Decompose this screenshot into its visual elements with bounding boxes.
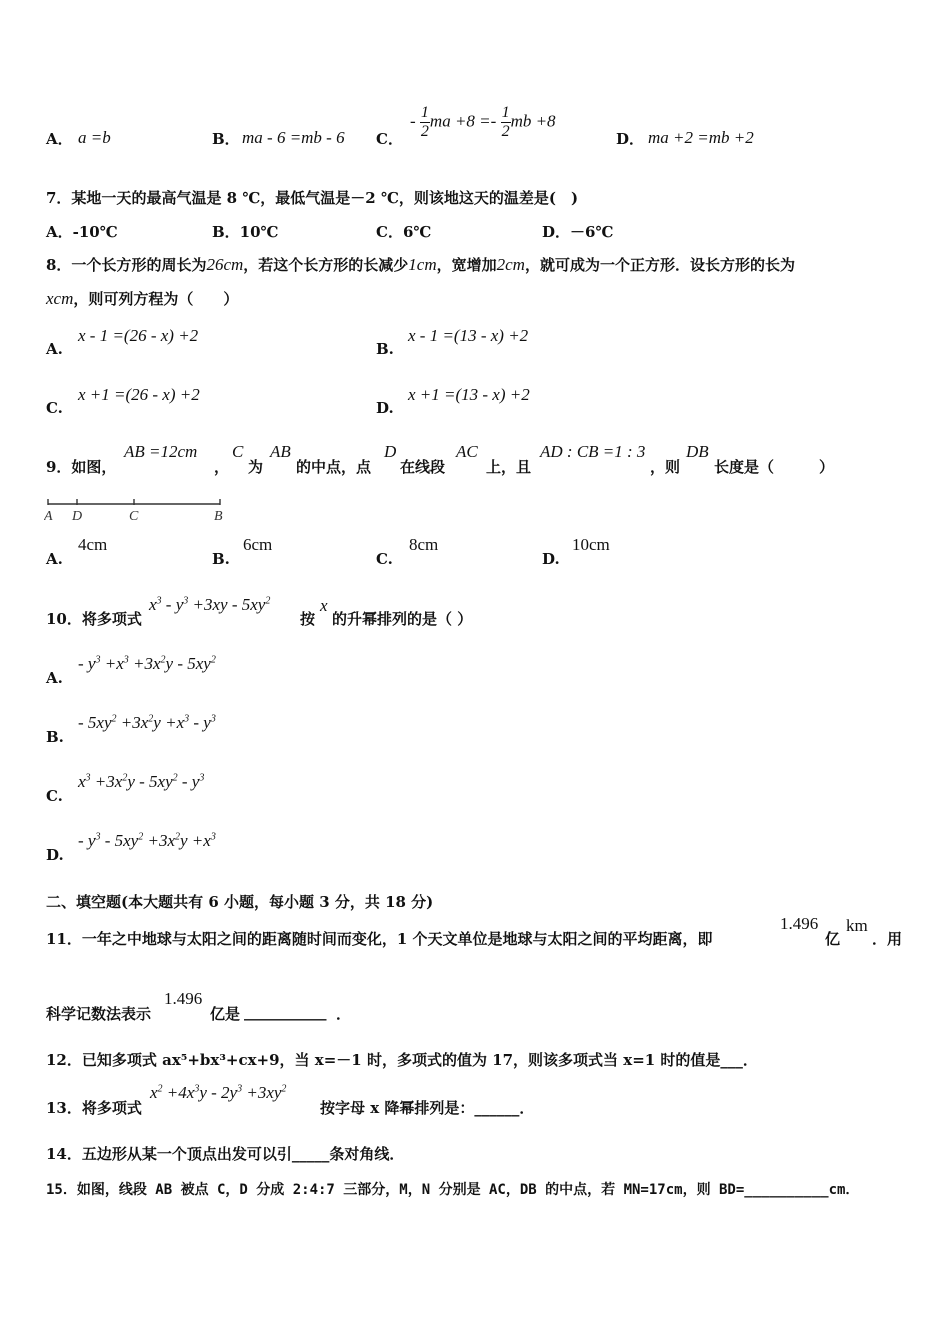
q10-option-c-expr: $x^3 +3x^2y - 5xy^2 - y^3$ [78,772,205,791]
q9-math-c: C [232,442,244,461]
q9-option-b-label: B. [212,550,230,568]
q11-number: 1.496 [780,914,819,933]
q11-text-6: ． [336,1005,352,1023]
point-label-b: B [214,509,223,524]
q9-option-a-label: A. [46,550,63,568]
q8-option-b-label: B. [376,340,394,358]
point-label-a: A [44,509,53,524]
q9-text-1: 9．如图， [46,458,117,476]
q8-option-d-label: D. [376,399,394,417]
q9-text-5: 在线段 [400,458,446,476]
q8-option-b-expr: x - 1 =(13 - x) +2 [408,326,529,345]
q6-option-a-expr: a =b [78,128,111,147]
q9-math-db: DB [686,442,709,461]
q11-answer-blank[interactable]: ___________ [244,1003,327,1021]
q9-math-ratio: AD : CB =1 : 3 [540,442,646,461]
q9-option-c-label: C. [376,550,393,568]
q10-option-a-expr: - $y^3 +x^3 +3x^2y - 5xy^2$ [78,654,216,673]
point-label-c: C [129,509,139,524]
q9-option-c-value: 8cm [409,535,439,554]
q8-option-c-label: C. [46,399,63,417]
q7-option-a: A．-10℃ [46,223,118,241]
q9-option-b-value: 6cm [243,535,273,554]
q8-stem-line1: 8．一个长方形的周长为26cm，若这个长方形的长减少1cm，宽增加2cm，就可成为一个正方形．设长方形的长为 [46,255,795,274]
q11-number-2: 1.496 [164,989,203,1008]
q8-option-a-label: A. [46,340,63,358]
q8-option-a-expr: x - 1 =(26 - x) +2 [78,326,199,345]
q14-text: 14．五边形从某一个顶点出发可以引_____条对角线． [46,1145,405,1163]
q10-option-c-label: C. [46,787,63,805]
q7-option-c: C．6℃ [376,223,432,241]
q9-text-8: 长度是（ ） [714,458,835,476]
q7-option-d: D．－6℃ [542,223,614,241]
q10-option-b-expr: - $5xy^2 +3x^2y +x^3 - y^3$ [78,713,216,732]
q10-option-d-label: D. [46,846,64,864]
q9-math-ab: AB =12cm [124,442,198,461]
q12-text: 12．已知多项式 ax⁵+bx³+cx+9，当 x=－1 时，多项式的值为 17，则该多项式当 x=1 时的值是___． [46,1051,758,1069]
q10-text-2: 按 [300,610,316,628]
q13-polynomial: $x^2 +4x^3y - 2y^3 +3xy^2$ [150,1083,287,1102]
q9-text-3: 为 [248,458,264,476]
q9-option-d-label: D. [542,550,560,568]
q9-option-a-value: 4cm [78,535,108,554]
section-2-title: 二、填空题(本大题共有 6 小题，每小题 3 分，共 18 分) [46,893,434,911]
q9-text-4: 的中点，点 [296,458,372,476]
q10-text-1: 10．将多项式 [46,610,142,628]
q10-var: x [320,596,328,615]
q8-option-d-expr: x +1 =(13 - x) +2 [408,385,530,404]
q6-option-d-label: D． [616,130,645,148]
q7-stem: 7．某地一天的最高气温是 8 ℃，最低气温是－2 ℃，则该地这天的温差是( ) [46,189,579,207]
q9-segment-diagram [44,496,234,526]
q10-option-d-expr: - $y^3 - 5xy^2 +3x^2y +x^3$ [78,831,216,850]
q7-option-b: B．10℃ [212,223,279,241]
q13-text-2: 按字母 x 降幂排列是：______． [320,1099,535,1117]
q11-text-1: 11．一年之中地球与太阳之间的距离随时间而变化，1 个天文单位是地球与太阳之间的平均距离，即 [46,930,713,948]
q11-text-3: ．用 [872,930,903,948]
q6-option-c-expr: - $\frac{1}{2}$ ma +8 =- $\frac{1}{2}$ mb +8 [410,104,556,140]
q6-option-d-expr: ma +2 =mb +2 [648,128,754,147]
q9-math-ab2: AB [270,442,291,461]
q13-text-1: 13．将多项式 [46,1099,142,1117]
q11-text-5: 亿是 [210,1005,241,1023]
q10-option-b-label: B. [46,728,64,746]
point-label-d: D [72,509,83,524]
q10-polynomial: $x^3 - y^3 +3xy - 5xy^2$ [149,595,271,614]
q6-option-b-label: B． [212,130,240,148]
q6-option-a-label: A． [46,130,73,148]
q11-text-4: 科学记数法表示 [46,1005,152,1023]
q6-option-c-label: C． [376,130,403,148]
q8-stem-line2: xcm，则可列方程为（ ） [46,289,239,308]
q10-option-a-label: A. [46,669,63,687]
q9-math-ac: AC [456,442,478,461]
q9-option-d-value: 10cm [572,535,610,554]
q10-text-3: 的升幂排列的是（ ） [332,610,473,628]
q11-unit: km [846,916,868,935]
q9-text-2: ， [214,458,230,476]
q8-option-c-expr: x +1 =(26 - x) +2 [78,385,200,404]
q11-text-2: 亿 [825,930,841,948]
q6-option-b-expr: ma - 6 =mb - 6 [242,128,345,147]
q15-text: 15．如图，线段 AB 被点 C，D 分成 2:4:7 三部分，M，N 分别是 AC，DB 的中点，若 MN=17cm，则 BD=__________cm． [46,1182,860,1198]
q9-text-6: 上，且 [486,458,532,476]
q9-text-7: ，则 [650,458,681,476]
q9-math-d: D [384,442,397,461]
